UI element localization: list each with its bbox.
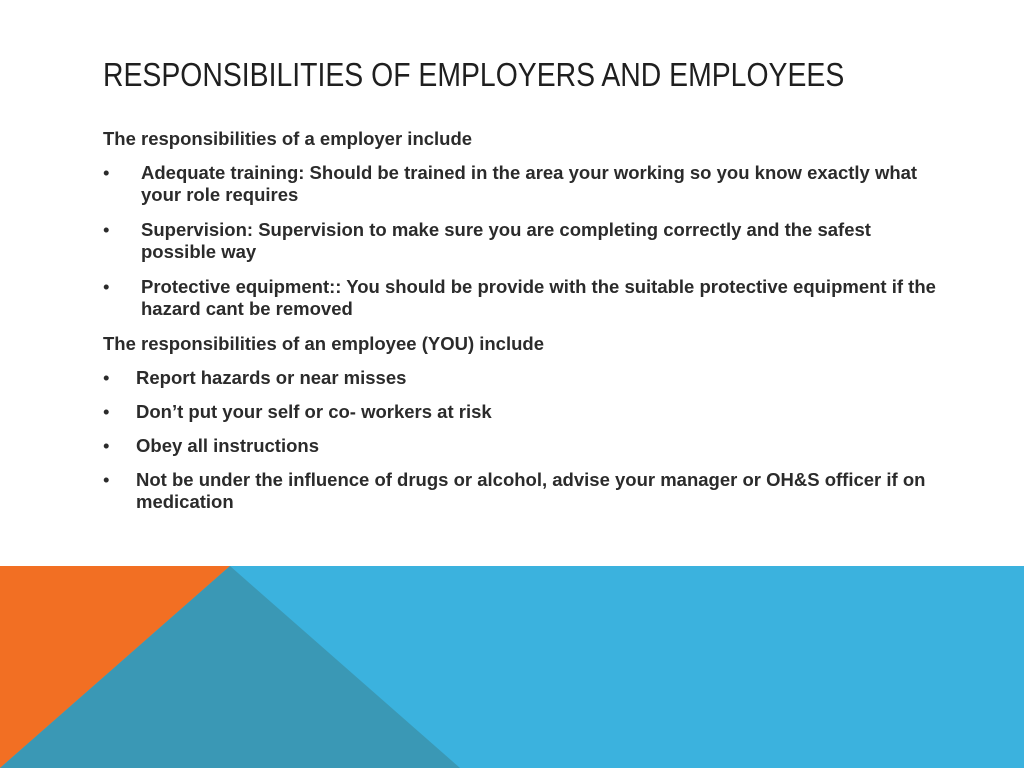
bullet-icon: •	[103, 401, 110, 422]
employer-list	[103, 162, 983, 320]
employee-heading: The responsibilities of an employee (YOU) include	[103, 333, 545, 354]
list-item	[103, 219, 941, 263]
list-item-text: Not be under the influence of drugs or alcohol, advise your manager or OH&S officer if on medication	[136, 469, 926, 512]
list-item-text: Don’t put your self or co- workers at risk	[136, 401, 492, 422]
bullet-icon: •	[103, 367, 110, 388]
list-item	[103, 469, 956, 513]
bullet-icon: •	[103, 276, 110, 297]
list-item-text: Supervision: Supervision to make sure you are completing correctly and the safest possible way	[141, 219, 871, 262]
list-item	[103, 276, 941, 320]
bullet-icon: •	[103, 219, 110, 240]
employee-list	[103, 367, 983, 513]
list-item-text: Protective equipment:: You should be provide with the suitable protective equipment if the hazard cant be removed	[141, 276, 936, 319]
list-item	[103, 367, 956, 389]
list-item	[103, 435, 956, 457]
bullet-icon: •	[103, 162, 110, 183]
slide-title: RESPONSIBILITIES OF EMPLOYERS AND EMPLOYEES	[103, 56, 845, 93]
bullet-icon: •	[103, 469, 110, 490]
list-item-text: Report hazards or near misses	[136, 367, 407, 388]
list-item-text: Adequate training: Should be trained in the area your working so you know exactly what your role requires	[141, 162, 918, 205]
slide-body	[103, 128, 983, 525]
list-item	[103, 162, 941, 206]
list-item-text: Obey all instructions	[136, 435, 319, 456]
list-item	[103, 401, 956, 423]
employer-heading: The responsibilities of a employer include	[103, 128, 473, 149]
bullet-icon: •	[103, 435, 110, 456]
